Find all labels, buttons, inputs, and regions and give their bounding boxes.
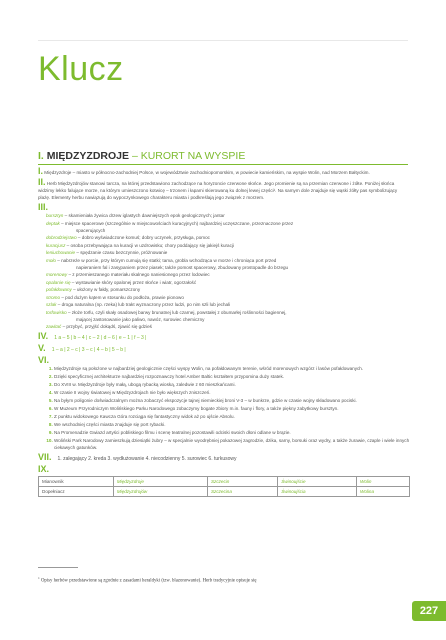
section-number: I. [38,150,44,162]
item-1-number: I. [38,166,44,176]
table-cell: Szczecin [207,477,277,487]
glossary-definition: – spędzanie czasu bezczynnie, próżnowanie [75,250,168,255]
item-2-number: II. [38,177,46,187]
glossary-entry [46,323,410,330]
list-item: 8. We wschodniej części miasta znajduje się port rybacki. [54,421,410,428]
item-3-number: III. [38,202,49,212]
glossary-term: morenowy [46,272,68,277]
glossary-term: leniuchowanie [46,250,76,255]
table-row-header: Mianownik [39,477,114,487]
table-cell: Międzyzdrojów [113,487,207,497]
top-rule [38,40,408,41]
item-2-text: Herb Międzyzdrojów stanowi tarcza, na której przedstawiono zachodzące na horyzoncie czerwone słońce. Jego promienie są na przemian czerwone i żółte. Poniżej słońca widzimy lekko falujące morze, na którym umieszczono kotwicę – trzonem i łapami skierowaną ku dolnej lewej części¹. Na samym dole znajduje się wąski żółty pas symbolizujący plażę. Elementy herbu nawiązują do wypoczynkowego charakteru miasta i podkreślają jego związek z morzem. [38,181,398,200]
glossary-term: zawitać [46,324,62,329]
glossary-term: torfowisko [46,309,67,315]
glossary-term: stromo [46,294,61,300]
table-row-header: Dopełniacz [39,487,114,497]
list-item: 10. Woliński Park Narodowy zamieszkują dziesiątki żubry – w specjalnie wyodrębniej pokazowej zagrodzie, dzika, sarny, borsuki oraz wydry, a także żurawie, czaple i wiele innych ciekawych gatunków. [54,437,410,451]
answer-key-content [38,168,410,497]
glossary-definition: – dobro wyświadczone komuś; dobry uczynek, przysługa, pomoc [76,235,210,240]
list-item: 3. Do XVIII w. Międzyzdroje były małą, ubogą rybacką wioską, zaledwie z 60 mieszkańcami. [54,381,410,388]
glossary-definition: – złoże torfu, czyli skały osadowej barwy brunatnej lub czarnej, powstałej z obumarłej roślinności bagiennej, [66,309,287,315]
glossary-entry [46,249,410,256]
glossary-term: molo [46,257,56,263]
table-cell: Wolin [357,477,410,487]
glossary-entry [46,257,410,271]
section-title-rest: – KURORT NA WYSPIE [129,150,246,162]
table-cell: Świnoujścia [278,487,357,497]
list-item: 9. Na Promenadzie Gwiazd artyści pobliskiego filmu i scenę teatralnej pozostawili odciski swoich dłoni odlane w brązie. [54,429,410,436]
table-cell: Świnoujście [278,477,357,487]
page-title: Klucz [38,50,124,88]
item-8-number: IX. [38,464,50,474]
glossary-definition: – pod dużym kątem w stosunku do podłoża, prawie pionowo [60,294,184,300]
glossary-definition: – osoba przebywająca na kuracji w uzdrowisku; chory poddający się jakiejś kuracji [65,242,234,248]
item-6-list [38,365,410,451]
table-cell: Wolina [357,487,410,497]
item-1-text: Międzyzdroje – miasto w północno-zachodniej Polsce, w województwie zachodniopomorskim, w powiecie kamieńskim, na wyspie Wolin, nad Morzem Bałtyckim. [44,170,370,175]
glossary [46,212,410,330]
declension-table [38,476,410,497]
glossary-definition: – z przemieszanego materiału skalnego naniesionego przez lodowiec [67,272,210,277]
footnote-rule [38,567,78,568]
glossary-entry [46,294,410,301]
glossary-entry [46,234,410,241]
glossary-term: szlak [46,302,57,307]
list-item: 5. Na byłym poligonie doświadczalnym można zobaczyć ekspozycje tajnej niemieckiej broni V-3 – w bunkrze, gdzie w czasie wojny składowano pociski. [54,397,410,404]
item-4-answers: 1 a – 5 | b – 4 | c – 2 | d – 6 | e – 1 | f – 3 | [54,335,147,341]
glossary-definition: – miejsce spacerowe (szczególnie w miejscowościach kuracyjnych) najbardziej uczęszczane, przeznaczone przez [59,220,294,226]
glossary-entry [46,301,410,308]
item-2 [38,179,410,201]
glossary-entry [46,279,410,286]
glossary-entry [46,286,410,293]
item-4-number: IV. [38,331,49,341]
glossary-term: bursztyn [46,213,64,218]
glossary-definition: – skamieniała żywica drzew iglastych dawniejszych epok geologicznych; jantar [63,213,225,218]
page-number: 227 [412,601,446,621]
item-5-number: V. [38,343,46,353]
section-heading [38,150,408,165]
glossary-definition: – nabrzeże w porcie, przy którym cumują się statki; tama, grobla wchodząca w morze i chroniąca port przed [55,257,277,263]
footnote-text: Opisy herbów przedstawione są zgodnie z zasadami heraldyki (tzw. blazonowanie). Herb tradycyjnie opisuje się [40,578,257,584]
table-cell: Międzyzdroje [113,477,207,487]
glossary-term: deptak [46,220,60,226]
glossary-definition: – ułożony w fałdy, pomarszczony [71,287,141,292]
glossary-term: kuracjusz [46,242,66,248]
item-7-number: VII. [38,452,52,462]
glossary-term: opalanie się [46,279,71,285]
glossary-entry [46,271,410,278]
table-cell: Szczecina [207,487,277,497]
glossary-entry [46,220,410,234]
item-3 [38,204,410,330]
item-5-answers: 1 – a | 2 – c | 3 – c | 4 – b | 5 – b | [51,347,126,353]
glossary-definition-continued: spacerujących [76,227,106,233]
item-7 [38,454,410,463]
item-8 [38,466,410,497]
item-6-number: VI. [38,355,50,365]
item-6 [38,357,410,451]
glossary-definition: – droga naturalna (np. rzeka) lub trakt wyznaczony przez ludzi, po nim szli lub jechali [56,302,231,307]
glossary-term: pofałdowany [46,287,72,292]
list-item: 1. Międzyzdroje są położone w najbardziej geologicznie części wyspy Wolin, na pofałdowanym terenie, wśród morenowych wzgórz i lasów pofałdowanych. [54,365,410,372]
glossary-definition: – przybyć, przyjść dokądś, zjawić się gdzieś [61,324,152,329]
section-title-bold: MIĘDZYZDROJE [46,150,130,162]
item-4 [38,333,410,342]
glossary-term: dobrodziejstwo [46,235,77,240]
footnote-mark: 1 [38,576,40,580]
glossary-entry [46,242,410,249]
glossary-definition: – wystawianie skóry opalonej przez słońce i wiatr, ogorzałość [70,279,197,285]
list-item: 6. W Muzeum Przyrodniczym Wolińskiego Parku Narodowego zobaczymy bogate zbiory m.in. fauny i flory, a także piękny zabytkowy bursztyn. [54,405,410,412]
item-7-answers: 1. zalegający 2. kreda 3. wydłużowanie 4. niecodzienny 5. surowiec 6. turkusowy [57,456,237,462]
footnote [38,576,410,584]
glossary-entry [46,309,410,323]
glossary-entry [46,212,410,219]
item-1 [38,168,410,176]
list-item: 7. Z punktu widokowego Kawcza Góra rozciąga się fantastyczny widok aż po ujście Absolu. [54,413,410,420]
list-item: 4. W czasie II wojny światowej w Międzyzdrojach nie było większych zniszczeń. [54,389,410,396]
table-row [39,477,410,487]
list-item: 2. Dzięki specyficznej architekturze najbardziej rozpoznawczy hotel Amber Baltic kształtem przypomina duży statek. [54,373,410,380]
glossary-definition-continued: napieraniem fal i zasypaniem przez piasek; także pomost spacerowy, zbudowany prostopadle do brzegu [76,264,289,270]
glossary-definition-continued: mającej zastosowanie jako paliwo, nawóz, surowiec chemiczny [76,316,205,322]
table-row [39,487,410,497]
item-5 [38,345,410,354]
